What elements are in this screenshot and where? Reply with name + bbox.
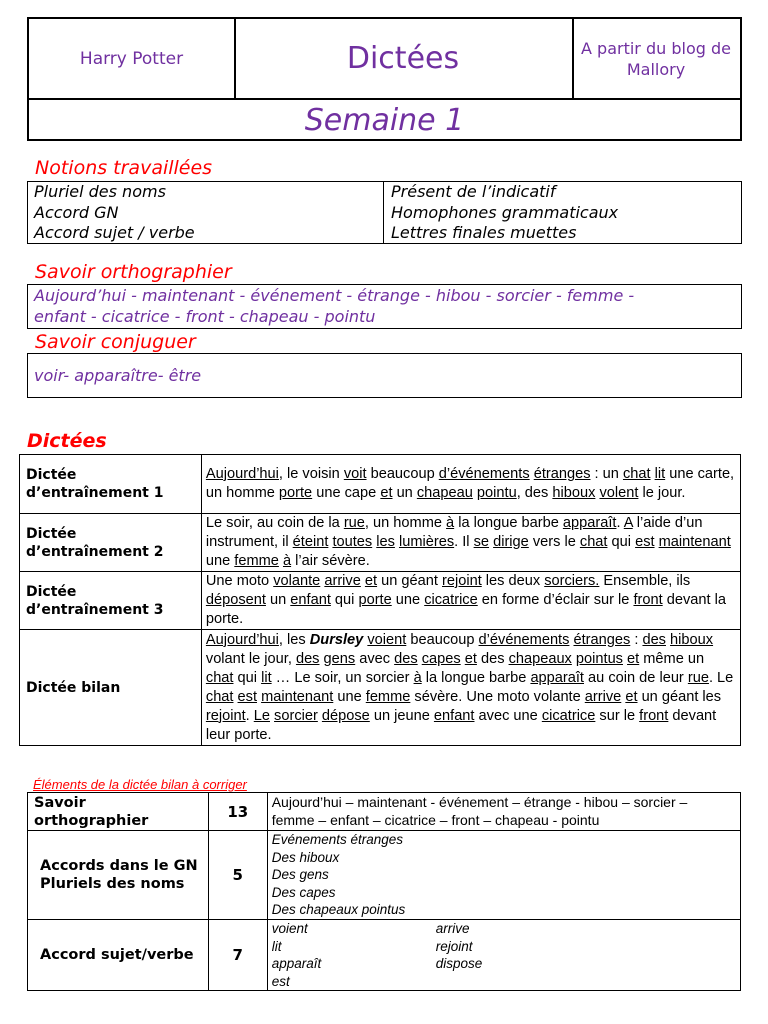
table-row bbox=[28, 831, 741, 920]
dictee-label-line: Dictée bilan bbox=[26, 679, 121, 696]
notions-left-list bbox=[34, 182, 379, 244]
correction-title: Éléments de la dictée bilan à corriger bbox=[33, 777, 247, 792]
header-table bbox=[27, 17, 742, 141]
dictee-text: Une moto volante arrive et un géant rejoint les deux sorciers. Ensemble, ils déposent un enfant qui porte une cicatrice en forme d’éclair sur le front devant la porte. bbox=[201, 572, 740, 630]
dictee-label bbox=[20, 455, 202, 514]
table-row bbox=[20, 514, 741, 572]
correction-item: voient bbox=[271, 921, 308, 936]
correction-item: Des gens bbox=[271, 867, 329, 883]
dictees-title: Dictées bbox=[27, 430, 107, 452]
correction-items bbox=[267, 793, 740, 831]
correction-item: apparaît bbox=[271, 956, 322, 971]
orthographier-words-line2: enfant - cicatrice - front - chapeau - pointu bbox=[34, 306, 376, 326]
conjuguer-verbs: voir- apparaître- être bbox=[34, 366, 202, 385]
correction-category bbox=[28, 920, 209, 991]
correction-points: 13 bbox=[208, 793, 267, 831]
correction-item: rejoint bbox=[435, 938, 473, 954]
notion-item: Lettres finales muettes bbox=[391, 223, 577, 242]
dictee-label-line: d’entraînement 3 bbox=[26, 601, 164, 618]
source-credit: A partir du blog de Mallory bbox=[581, 38, 731, 79]
verb-list-left bbox=[272, 920, 436, 990]
notion-item: Présent de l’indicatif bbox=[391, 182, 556, 201]
table-row bbox=[20, 572, 741, 630]
verb-columns bbox=[272, 920, 736, 990]
correction-item: femme – enfant – cicatrice – front – chapeau - pointu bbox=[271, 811, 600, 828]
verb-list-right bbox=[436, 920, 736, 990]
category-line: Savoir bbox=[34, 794, 86, 811]
table-row bbox=[28, 920, 741, 991]
dictee-text: Aujourd’hui, les Dursley voient beaucoup d’événements étranges : des hiboux volant le jour, des gens avec des capes et des chapeaux pointus et même un chat qui lit … Le soir, un sorcier à la longue barbe apparaît au coin de leur rue. Le chat est maintenant une femme sévère. Une moto volante arrive et un géant les rejoint. Le sorcier dépose un jeune enfant avec une cicatrice sur le front devant leur porte. bbox=[201, 630, 740, 746]
dictee-label-line: Dictée bbox=[26, 525, 77, 542]
correction-category bbox=[28, 793, 209, 831]
correction-items bbox=[267, 920, 740, 991]
correction-table bbox=[27, 792, 741, 991]
dictee-label bbox=[20, 630, 202, 746]
table-row bbox=[28, 793, 741, 831]
dictees-table bbox=[19, 454, 741, 746]
category-line: Accords dans le GN bbox=[40, 858, 198, 874]
notion-item: Accord sujet / verbe bbox=[34, 223, 195, 242]
notion-item: Accord GN bbox=[34, 202, 119, 222]
notions-title: Notions travaillées bbox=[35, 157, 213, 179]
correction-item: Des capes bbox=[271, 884, 336, 900]
dictee-label bbox=[20, 572, 202, 630]
correction-item: Aujourd’hui – maintenant - événement – étrange - hibou – sorcier – bbox=[271, 794, 688, 810]
conjuguer-box bbox=[27, 353, 742, 398]
dictee-label bbox=[20, 514, 202, 572]
notions-divider bbox=[383, 182, 384, 243]
correction-points: 7 bbox=[208, 920, 267, 991]
notions-right-list bbox=[391, 182, 736, 244]
orthographier-words-line1: Aujourd’hui - maintenant - événement - étrange - hibou - sorcier - femme - bbox=[34, 286, 635, 305]
correction-item: Des chapeaux pointus bbox=[271, 902, 406, 918]
orthographier-title: Savoir orthographier bbox=[35, 261, 232, 283]
dictee-label-line: d’entraînement 1 bbox=[26, 485, 164, 501]
page-title: Dictées bbox=[234, 19, 574, 98]
correction-points: 5 bbox=[208, 831, 267, 920]
correction-item: est bbox=[271, 973, 290, 989]
notions-box bbox=[27, 181, 742, 244]
orthographier-box bbox=[27, 284, 742, 329]
correction-category bbox=[28, 831, 209, 920]
dictee-text: Aujourd’hui, le voisin voit beaucoup d’événements étranges : un chat lit une carte, un homme porte une cape et un chapeau pointu, des hiboux volent le jour. bbox=[201, 455, 740, 514]
category-line: Accord sujet/verbe bbox=[40, 947, 194, 963]
correction-items bbox=[267, 831, 740, 920]
dictee-label-line: d’entraînement 2 bbox=[26, 543, 164, 560]
table-row bbox=[20, 630, 741, 746]
table-row bbox=[20, 455, 741, 514]
series-name: Harry Potter bbox=[29, 19, 236, 98]
category-line: orthographier bbox=[34, 812, 149, 829]
category-line: Pluriels des noms bbox=[40, 876, 185, 892]
notion-item: Pluriel des noms bbox=[34, 182, 166, 201]
conjuguer-title: Savoir conjuguer bbox=[35, 331, 196, 353]
notion-item: Homophones grammaticaux bbox=[391, 202, 619, 222]
correction-item: lit bbox=[271, 938, 282, 954]
correction-item: arrive bbox=[435, 921, 470, 936]
correction-item: dispose bbox=[435, 956, 483, 971]
dictee-label-line: Dictée bbox=[26, 583, 77, 600]
correction-item: Des hiboux bbox=[271, 849, 340, 865]
dictee-label-line: Dictée bbox=[26, 467, 77, 483]
correction-item: Evénements étranges bbox=[271, 832, 404, 848]
week-title: Semaine 1 bbox=[29, 98, 740, 141]
dictee-text: Le soir, au coin de la rue, un homme à la longue barbe apparaît. A l’aide d’un instrument, il éteint toutes les lumières. Il se dirige vers le chat qui est maintenant une femme à l’air sévère. bbox=[201, 514, 740, 572]
